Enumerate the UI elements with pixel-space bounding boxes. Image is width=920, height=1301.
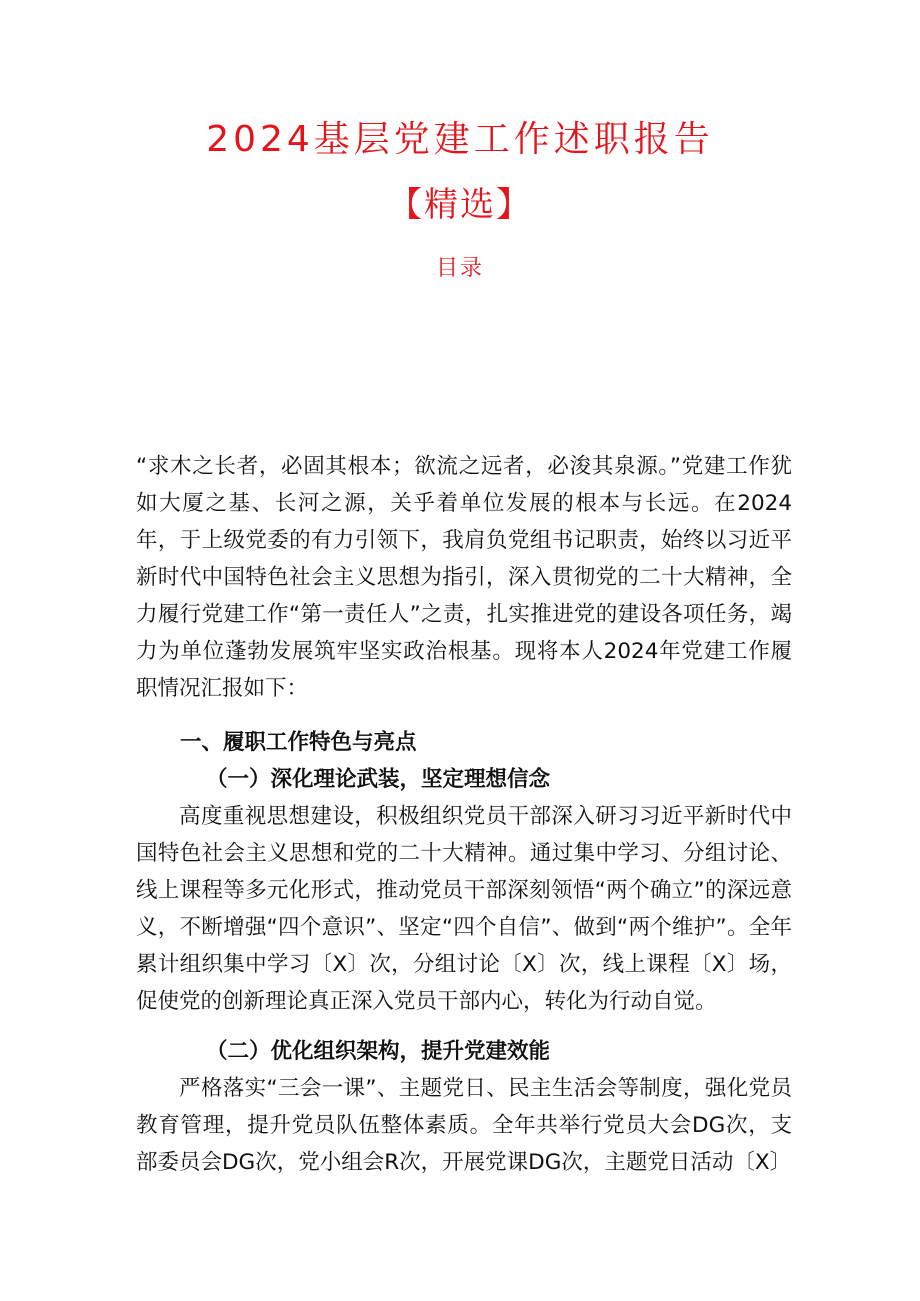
subsection-paragraph-2: 严格落实“三会一课”、主题党日、民主生活会等制度，强化党员教育管理，提升党员队伍整体素质。全年共举行党员大会DG次，支部委员会DG次，党小组会R次，开展党课DG次，主题党日活动〔X〕 [136,1076,792,1175]
toc-label: 目录 [435,256,484,281]
subsection-heading-1: （一）深化理论武装，坚定理想信念 [206,767,551,792]
subsection-paragraph-1: 高度重视思想建设，积极组织党员干部深入研习习近平新时代中国特色社会主义思想和党的二十大精神。通过集中学习、分组讨论、线上课程等多元化形式，推动党员干部深刻领悟“两个确立”的深远意义，不断增强“四个意识”、坚定“四个自信”、做到“两个维护”。全年累计组织集中学习〔X〕次，分组讨论〔X〕次，线上课程〔X〕场，促使党的创新理论真正深入党员干部内心，转化为行动自觉。 [136,804,792,1014]
intro-paragraph: “求木之长者，必固其根本；欲流之远者，必浚其泉源。”党建工作犹如大厦之基、长河之源，关乎着单位发展的根本与长远。在2024年，于上级党委的有力引领下，我肩负党组书记职责，始终以习近平新时代中国特色社会主义思想为指引，深入贯彻党的二十大精神，全力履行党建工作“第一责任人”之责，扎实推进党的建设各项任务，竭力为单位蓬勃发展筑牢坚实政治根基。现将本人2024年党建工作履职情况汇报如下： [136,454,792,701]
document-subtitle: 【精选】 [388,185,532,225]
section-heading-1: 一、履职工作特色与亮点 [180,730,417,755]
document-title: 2024基层党建工作述职报告 [206,119,714,160]
subsection-heading-2: （二）优化组织架构，提升党建效能 [206,1039,551,1064]
